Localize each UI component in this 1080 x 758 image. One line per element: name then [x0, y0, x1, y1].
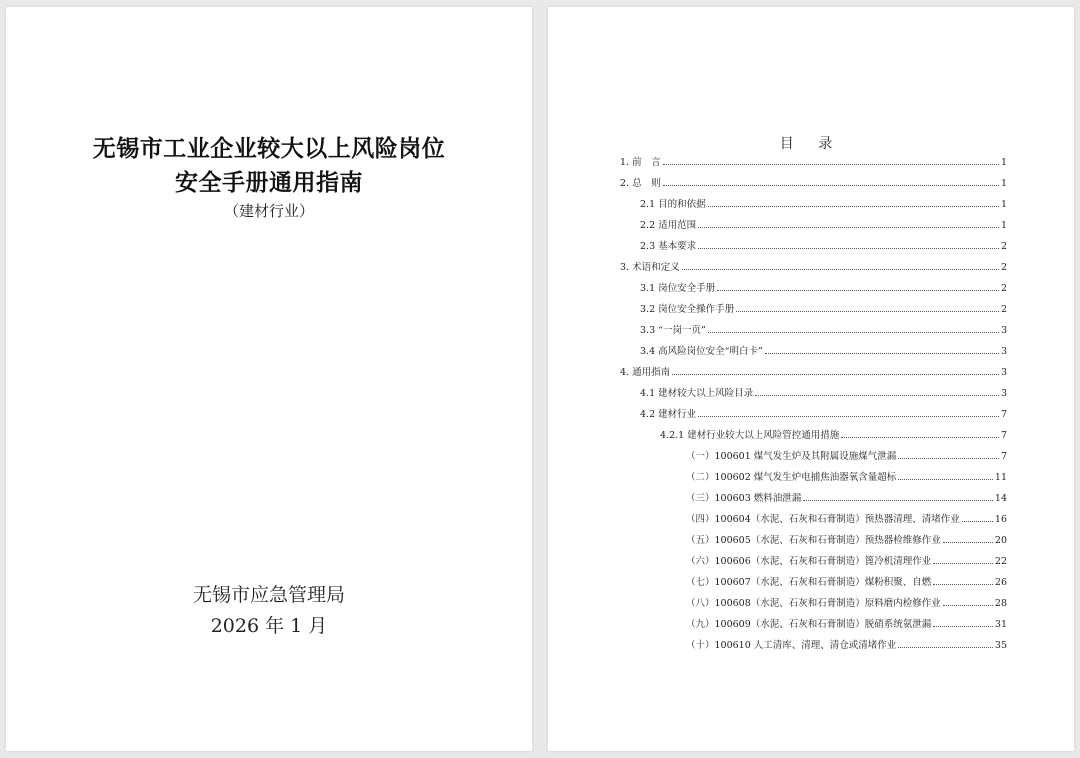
toc-page: [548, 7, 1074, 751]
toc-entry-label: （七）100607（水泥、石灰和石膏制造）煤粉积聚、自燃: [686, 577, 932, 588]
toc-leader-dots: [698, 226, 999, 228]
toc-entry-label: 3. 术语和定义: [620, 262, 680, 273]
toc-entry-label: 4.1 建材较大以上风险目录: [640, 388, 754, 399]
toc-entry-page: 1: [1000, 157, 1007, 168]
toc-heading: 目 录: [779, 136, 843, 152]
toc-entry-page: 3: [1000, 367, 1007, 378]
toc-entry-page: 16: [994, 514, 1007, 525]
publication-date: 2026 年 1 月: [210, 615, 328, 637]
toc-leader-dots: [933, 583, 993, 585]
toc-entry[interactable]: [640, 299, 1007, 315]
toc-leader-dots: [672, 373, 999, 375]
toc-entry[interactable]: [686, 488, 1007, 504]
document-title-line2: 安全手册通用指南: [175, 169, 363, 196]
toc-entry[interactable]: [620, 362, 1007, 378]
toc-entry-page: 31: [994, 619, 1007, 630]
toc-entry[interactable]: [686, 446, 1007, 462]
toc-entry-label: 3.1 岗位安全手册: [640, 283, 716, 294]
toc-leader-dots: [708, 331, 999, 333]
toc-entry[interactable]: [640, 383, 1007, 399]
toc-leader-dots: [663, 184, 999, 186]
toc-entry-page: 2: [1000, 241, 1007, 252]
toc-leader-dots: [898, 457, 999, 459]
toc-entry-label: 3.3 “一岗一页”: [640, 325, 706, 336]
document-subtitle: （建材行业）: [223, 202, 314, 220]
toc-entry-label: 2. 总 则: [620, 178, 661, 189]
toc-entry-page: 1: [1000, 220, 1007, 231]
toc-entry[interactable]: [640, 404, 1007, 420]
toc-entry[interactable]: [620, 257, 1007, 273]
toc-leader-dots: [765, 352, 999, 354]
toc-entry-page: 1: [1000, 199, 1007, 210]
toc-entry-label: （一）100601 煤气发生炉及其附属设施煤气泄漏: [686, 451, 897, 462]
toc-entry[interactable]: [640, 236, 1007, 252]
toc-entry-page: 3: [1000, 388, 1007, 399]
toc-entry[interactable]: [640, 278, 1007, 294]
toc-leader-dots: [663, 163, 999, 165]
toc-entry-page: 14: [994, 493, 1007, 504]
issuing-authority: 无锡市应急管理局: [192, 584, 345, 606]
document-title-line1: 无锡市工业企业较大以上风险岗位: [92, 135, 446, 162]
toc-entry-page: 7: [1000, 409, 1007, 420]
toc-leader-dots: [736, 310, 999, 312]
toc-entry[interactable]: [620, 173, 1007, 189]
toc-entry-label: 4.2.1 建材行业较大以上风险管控通用措施: [660, 430, 840, 441]
toc-entry-label: （二）100602 煤气发生炉电捕焦油器氧含量超标: [686, 472, 897, 483]
toc-entry[interactable]: [686, 593, 1007, 609]
toc-entry[interactable]: [686, 467, 1007, 483]
toc-entry[interactable]: [686, 572, 1007, 588]
toc-leader-dots: [933, 562, 993, 564]
toc-entry-page: 20: [994, 535, 1007, 546]
toc-entry-page: 1: [1000, 178, 1007, 189]
toc-entry-page: 22: [994, 556, 1007, 567]
toc-leader-dots: [803, 499, 993, 501]
toc-entry[interactable]: [640, 215, 1007, 231]
toc-entry-page: 3: [1000, 325, 1007, 336]
toc-entry[interactable]: [686, 614, 1007, 630]
toc-leader-dots: [933, 625, 993, 627]
toc-entry[interactable]: [640, 341, 1007, 357]
toc-entry[interactable]: [640, 194, 1007, 210]
toc-entry-label: （八）100608（水泥、石灰和石膏制造）原料磨内检修作业: [686, 598, 941, 609]
toc-leader-dots: [841, 436, 999, 438]
toc-entry-label: 4.2 建材行业: [640, 409, 697, 420]
cover-page: [6, 7, 532, 751]
toc-entry-page: 3: [1000, 346, 1007, 357]
toc-leader-dots: [898, 478, 993, 480]
toc-entry-page: 28: [994, 598, 1007, 609]
toc-entry-page: 26: [994, 577, 1007, 588]
toc-entry-page: 2: [1000, 283, 1007, 294]
toc-entry-page: 7: [1000, 430, 1007, 441]
toc-entry-page: 7: [1000, 451, 1007, 462]
toc-leader-dots: [682, 268, 999, 270]
toc-entry[interactable]: [686, 509, 1007, 525]
toc-leader-dots: [898, 646, 993, 648]
toc-leader-dots: [698, 415, 999, 417]
toc-entry[interactable]: [640, 320, 1007, 336]
toc-entry[interactable]: [686, 551, 1007, 567]
toc-entry-label: （六）100606（水泥、石灰和石膏制造）篦冷机清理作业: [686, 556, 932, 567]
toc-entry[interactable]: [660, 425, 1007, 441]
toc-leader-dots: [943, 541, 993, 543]
toc-leader-dots: [717, 289, 999, 291]
toc-entry-label: （九）100609（水泥、石灰和石膏制造）脱硝系统氨泄漏: [686, 619, 932, 630]
toc-entry-label: 2.2 适用范围: [640, 220, 697, 231]
toc-entry-page: 35: [994, 640, 1007, 651]
toc-entry-label: （十）100610 人工清库、清理、清仓或清堵作业: [686, 640, 897, 651]
toc-entry[interactable]: [620, 152, 1007, 168]
toc-entry-label: （五）100605（水泥、石灰和石膏制造）预热器检维修作业: [686, 535, 941, 546]
toc-leader-dots: [698, 247, 999, 249]
toc-entry-label: （四）100604（水泥、石灰和石膏制造）预热器清理、清堵作业: [686, 514, 960, 525]
toc-entry-page: 2: [1000, 304, 1007, 315]
toc-entry-label: 3.2 岗位安全操作手册: [640, 304, 735, 315]
toc-entry[interactable]: [686, 530, 1007, 546]
toc-entry-label: 2.3 基本要求: [640, 241, 697, 252]
toc-entry-page: 2: [1000, 262, 1007, 273]
toc-entry-label: 1. 前 言: [620, 157, 661, 168]
toc-entry-label: 2.1 目的和依据: [640, 199, 706, 210]
toc-entry-label: （三）100603 燃料油泄漏: [686, 493, 802, 504]
toc-leader-dots: [943, 604, 993, 606]
toc-entry-page: 11: [994, 472, 1007, 483]
toc-leader-dots: [755, 394, 999, 396]
toc-leader-dots: [708, 205, 999, 207]
toc-entry-label: 4. 通用指南: [620, 367, 671, 378]
toc-entry[interactable]: [686, 635, 1007, 651]
toc-entry-label: 3.4 高风险岗位安全“明白卡”: [640, 346, 763, 357]
toc-leader-dots: [962, 520, 993, 522]
